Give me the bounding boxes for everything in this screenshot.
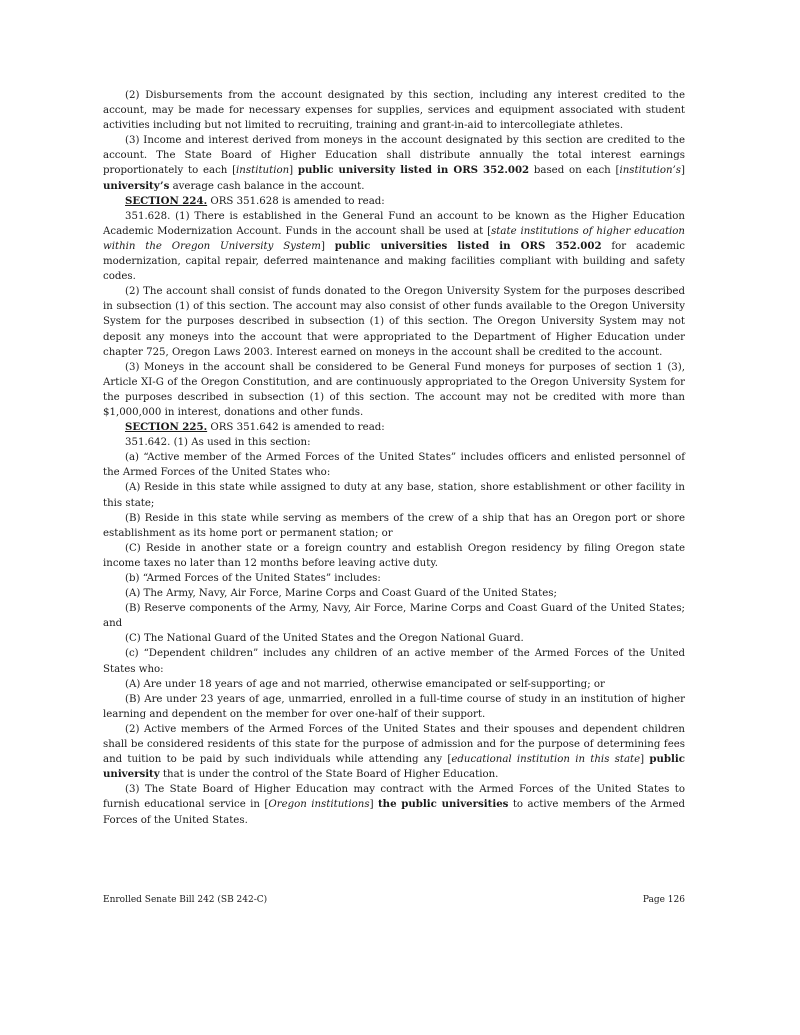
paragraph bbox=[103, 631, 685, 646]
text-run: (A) Are under 18 years of age and not married, otherwise emancipated or self-supporting; or bbox=[125, 678, 605, 690]
text-run: ] bbox=[640, 754, 650, 766]
paragraph bbox=[103, 677, 685, 692]
text-run: ] bbox=[289, 165, 298, 177]
text-run: ORS 351.628 is amended to read: bbox=[207, 195, 385, 207]
text-run: (2) Active members of the Armed Forces of the United States and their spouses and dependent children shall be considered residents of this state for the purpose of admission and for the purpose of determining fees and tuition to be paid by such individuals while attending any [ bbox=[103, 723, 685, 766]
text-run: (a) “Active member of the Armed Forces of the United States” includes officers and enlisted personnel of the Armed Forces of the United States who: bbox=[103, 452, 685, 479]
text-run: to active members of the Armed Forces of the United States. bbox=[103, 799, 685, 826]
paragraph bbox=[103, 692, 685, 722]
paragraph bbox=[103, 435, 685, 450]
text-run: state institutions of higher education within the Oregon University System bbox=[103, 225, 685, 252]
text-run: ORS 351.642 is amended to read: bbox=[207, 422, 385, 434]
paragraph bbox=[103, 480, 685, 510]
text-run: public university listed in ORS 352.002 bbox=[297, 164, 530, 177]
text-run: (c) “Dependent children” includes any children of an active member of the Armed Forces of the United States who: bbox=[103, 648, 685, 675]
paragraph bbox=[103, 511, 685, 541]
text-run: institution’s bbox=[619, 165, 682, 177]
text-run: (A) Reside in this state while assigned to duty at any base, station, shore establishment or other facility in this state; bbox=[103, 482, 685, 509]
text-run: (3) The State Board of Higher Education may contract with the Armed Forces of the United States to furnish educational service in [ bbox=[103, 784, 685, 811]
text-run: ] bbox=[320, 240, 335, 252]
text-run: (2) The account shall consist of funds donated to the Oregon University System for the purposes described in subsection (1) of this section. The account may also consist of other funds available to the Oregon University System for the purposes described in subsection (1) of this section. The Oregon University System may not deposit any moneys into the account that were appropriated to the Department of Higher Education under chapter 725, Oregon Laws 2003. Interest earned on moneys in the account shall be credited to the account. bbox=[103, 286, 685, 358]
paragraph bbox=[103, 601, 685, 631]
paragraph bbox=[103, 88, 685, 133]
paragraph bbox=[103, 541, 685, 571]
text-run: (B) Reserve components of the Army, Navy, Air Force, Marine Corps and Coast Guard of the United States; and bbox=[103, 603, 685, 630]
paragraph bbox=[103, 722, 685, 782]
paragraph bbox=[103, 586, 685, 601]
paragraph bbox=[103, 209, 685, 284]
text-run: ] bbox=[369, 799, 378, 811]
paragraph bbox=[103, 194, 685, 209]
text-run: (C) The National Guard of the United States and the Oregon National Guard. bbox=[125, 633, 524, 645]
text-run: 351.642. (1) As used in this section: bbox=[125, 437, 311, 449]
text-run: (b) “Armed Forces of the United States” includes: bbox=[125, 573, 381, 584]
paragraph bbox=[103, 782, 685, 827]
text-run: for academic modernization, capital repair, deferred maintenance and making facilities compliant with building and safety codes. bbox=[103, 240, 685, 283]
paragraph bbox=[103, 571, 685, 586]
document-body bbox=[103, 88, 685, 828]
paragraph bbox=[103, 284, 685, 359]
page-number: Page 126 bbox=[642, 895, 685, 905]
text-run: public universities listed in ORS 352.002 bbox=[334, 239, 602, 252]
text-run: the public universities bbox=[377, 798, 509, 811]
text-run: average cash balance in the account. bbox=[169, 180, 365, 192]
text-run: based on each [ bbox=[529, 165, 620, 177]
text-run: educational institution in this state bbox=[451, 754, 641, 766]
section-heading: SECTION 225. bbox=[125, 421, 208, 434]
text-run: 351.628. (1) There is established in the General Fund an account to be known as the Higher Education Academic Modernization Account. Funds in the account shall be used at [ bbox=[103, 210, 685, 237]
text-run: (3) Moneys in the account shall be considered to be General Fund moneys for purposes of section 1 (3), Article XI-G of the Oregon Constitution, and are continuously appropriated to the Oregon University System for the purposes described in subsection (1) of this section. The account may not be credited with more than $1,000,000 in interest, donations and other funds. bbox=[103, 361, 685, 418]
paragraph bbox=[103, 133, 685, 193]
paragraph bbox=[103, 646, 685, 676]
text-run: public university bbox=[103, 753, 685, 781]
text-run: (A) The Army, Navy, Air Force, Marine Corps and Coast Guard of the United States; bbox=[125, 588, 557, 600]
paragraph bbox=[103, 420, 685, 435]
text-run: (B) Are under 23 years of age, unmarried, enrolled in a full-time course of study in an institution of higher learning and dependent on the member for over one-half of their support. bbox=[103, 693, 685, 720]
text-run: institution bbox=[236, 165, 290, 177]
text-run: Oregon institutions bbox=[268, 799, 370, 811]
page-footer bbox=[103, 895, 685, 905]
paragraph bbox=[103, 360, 685, 420]
bill-identifier: Enrolled Senate Bill 242 (SB 242-C) bbox=[103, 895, 268, 905]
text-run: (B) Reside in this state while serving as members of the crew of a ship that has an Oregon port or shore establishment as its home port or permanent station; or bbox=[103, 512, 685, 539]
paragraph bbox=[103, 450, 685, 480]
text-run: (3) Income and interest derived from moneys in the account designated by this section are credited to the account. The State Board of Higher Education shall distribute annually the total interest earnings proportionately to each [ bbox=[103, 135, 685, 177]
text-run: ] bbox=[681, 165, 686, 177]
text-run: that is under the control of the State Board of Higher Education. bbox=[159, 769, 499, 781]
text-run: university’s bbox=[103, 179, 170, 192]
section-heading: SECTION 224. bbox=[125, 194, 208, 207]
text-run: (C) Reside in another state or a foreign country and establish Oregon residency by filing Oregon state income taxes no later than 12 months before leaving active duty. bbox=[103, 542, 685, 569]
text-run: (2) Disbursements from the account designated by this section, including any interest credited to the account, may be made for necessary expenses for supplies, services and equipment associated with student activities including but not limited to recruiting, training and grant-in-aid to intercollegiate athletes. bbox=[103, 90, 685, 132]
